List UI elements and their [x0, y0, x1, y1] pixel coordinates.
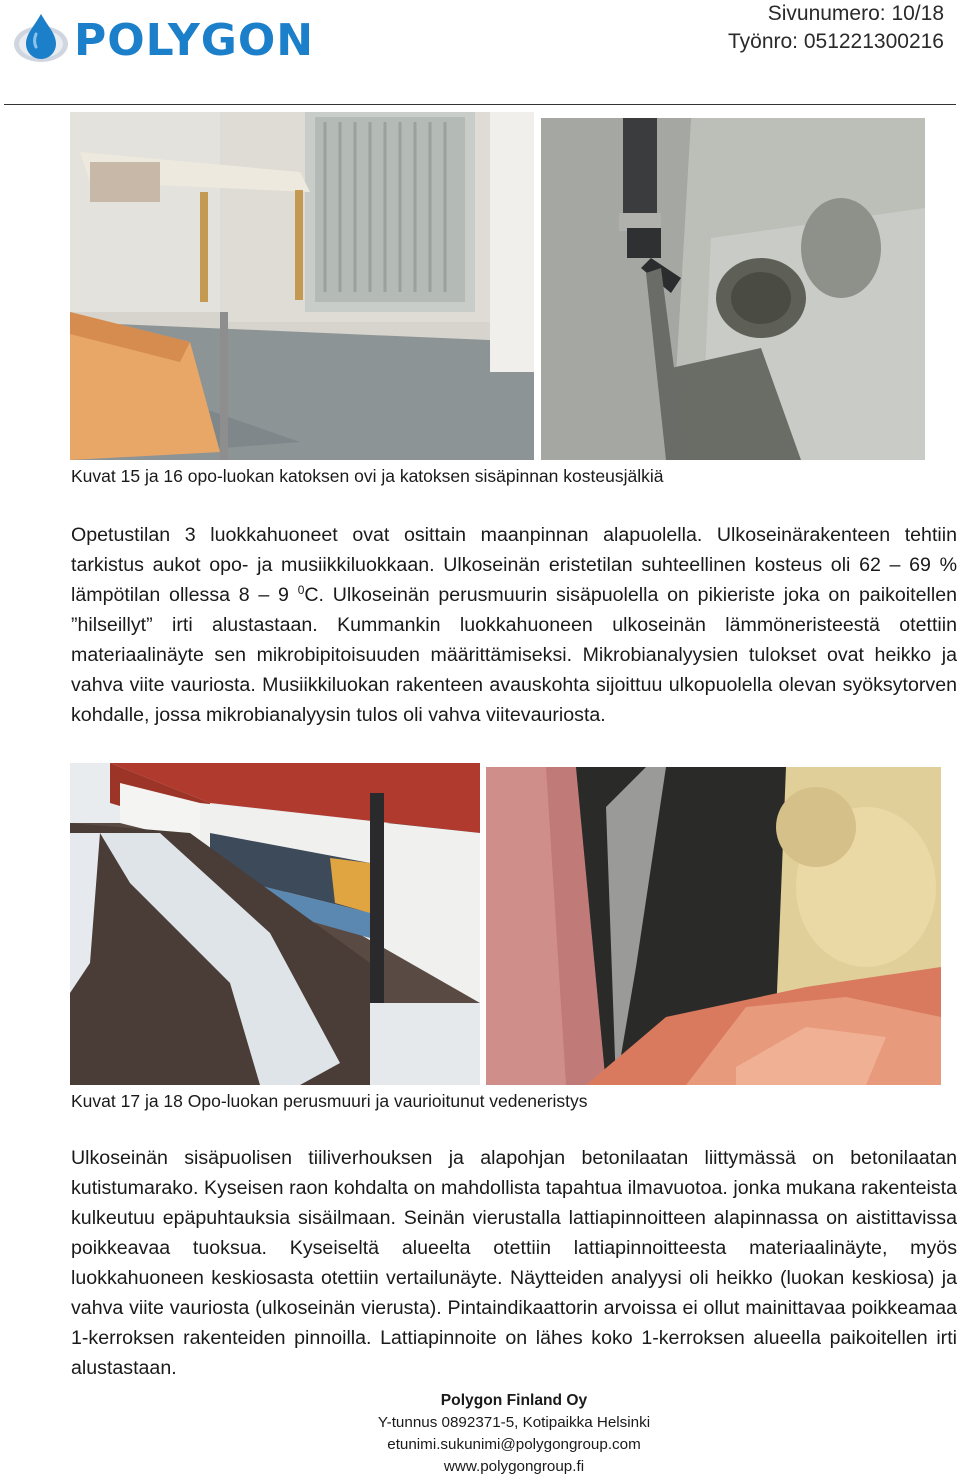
photo-18-damaged-insulation	[486, 767, 941, 1085]
damaged-insulation-photo-icon	[486, 767, 941, 1085]
page-footer	[0, 1390, 960, 1478]
footer-email[interactable]: etunimi.sukunimi@polygongroup.com	[387, 1436, 641, 1453]
footer-website[interactable]: www.polygongroup.fi	[443, 1458, 585, 1475]
para1-text-b: C. Ulkoseinän perusmuurin sisäpuolella on pikieriste joka on paikoitellen ”hilseillyt” irti alustastaan. Kummankin luokkahuoneen ulkoseinän lämmöneristeestä otettiin materiaalinäyte sen mikrobipitoisuuden määrittämiseksi. Mikrobianalyysien tulokset ovat heikko ja vahva viite vauriosta. Musiikkiluokan rakenteen avauskohta sijoittuu ulkopuolella olevan syöksytorven kohdalle, jossa mikrobianalyysin tulos oli vahva viitevauriosta.	[71, 584, 957, 726]
body-paragraph-1	[71, 520, 957, 730]
classroom-storage-door-photo-icon	[70, 112, 534, 460]
footer-company: Polygon Finland Oy	[440, 1392, 588, 1409]
building-foundation-snow-photo-icon	[70, 763, 480, 1085]
polygon-logo-icon	[12, 10, 72, 70]
logo-wordmark: POLYGON	[74, 15, 315, 66]
header-divider	[4, 104, 956, 105]
page-meta	[728, 0, 944, 56]
damp-wall-pipe-photo-icon	[541, 118, 925, 460]
degree-superscript: 0	[297, 583, 305, 597]
page-number: Sivunumero: 10/18	[767, 2, 944, 25]
footer-business-id: Y-tunnus 0892371-5, Kotipaikka Helsinki	[377, 1414, 651, 1431]
figure-caption-15-16: Kuvat 15 ja 16 opo-luokan katoksen ovi ja katoksen sisäpinnan kosteusjälkiä	[71, 466, 664, 486]
polygon-logo	[12, 10, 324, 70]
body-paragraph-2: Ulkoseinän sisäpuolisen tiiliverhouksen ja alapohjan betonilaatan liittymässä on betonilaatan kutistumarako. Kyseisen raon kohdalta on mahdollista tapahtua ilmavuotoa. jonka mukana rakenteista kulkeutuu epäpuhtauksia sisäilmaan. Seinän vierustalla lattiapinnoitteen alapinnassa on aistittavissa poikkeavaa tuoksua. Kyseiseltä alueelta otettiin lattiapinnoitteesta materiaalinäyte, myös luokkahuoneen keskiosasta otettiin vertailunäyte. Näytteiden analyysi oli heikko (luokan keskiosa) ja vahva viite vauriosta (ulkoseinän vierusta). Pintaindikaattorin arvoissa ei ollut mainittavaa poikkeamaa 1-kerroksen rakenteiden pinnoilla. Lattiapinnoite on lähes koko 1-kerroksen alueella paikoitellen irti alustastaan.	[71, 1147, 957, 1379]
para1-text-a: Opetustilan 3 luokkahuoneet ovat osittain maanpinnan alapuolella. Ulkoseinärakenteen tehtiin tarkistus aukot opo- ja musiikkiluokkaan. Ulkoseinän eristetilan suhteellinen kosteus oli 62 – 69 % lämpötilan ollessa 8 – 9	[71, 524, 957, 606]
photo-17-foundation-snow	[70, 763, 480, 1085]
photo-16-damp-wall	[541, 118, 925, 460]
job-number: Työnro: 051221300216	[727, 30, 944, 53]
figure-caption-17-18: Kuvat 17 ja 18 Opo-luokan perusmuuri ja vaurioitunut vedeneristys	[71, 1091, 588, 1111]
photo-15-classroom-door	[70, 112, 534, 460]
